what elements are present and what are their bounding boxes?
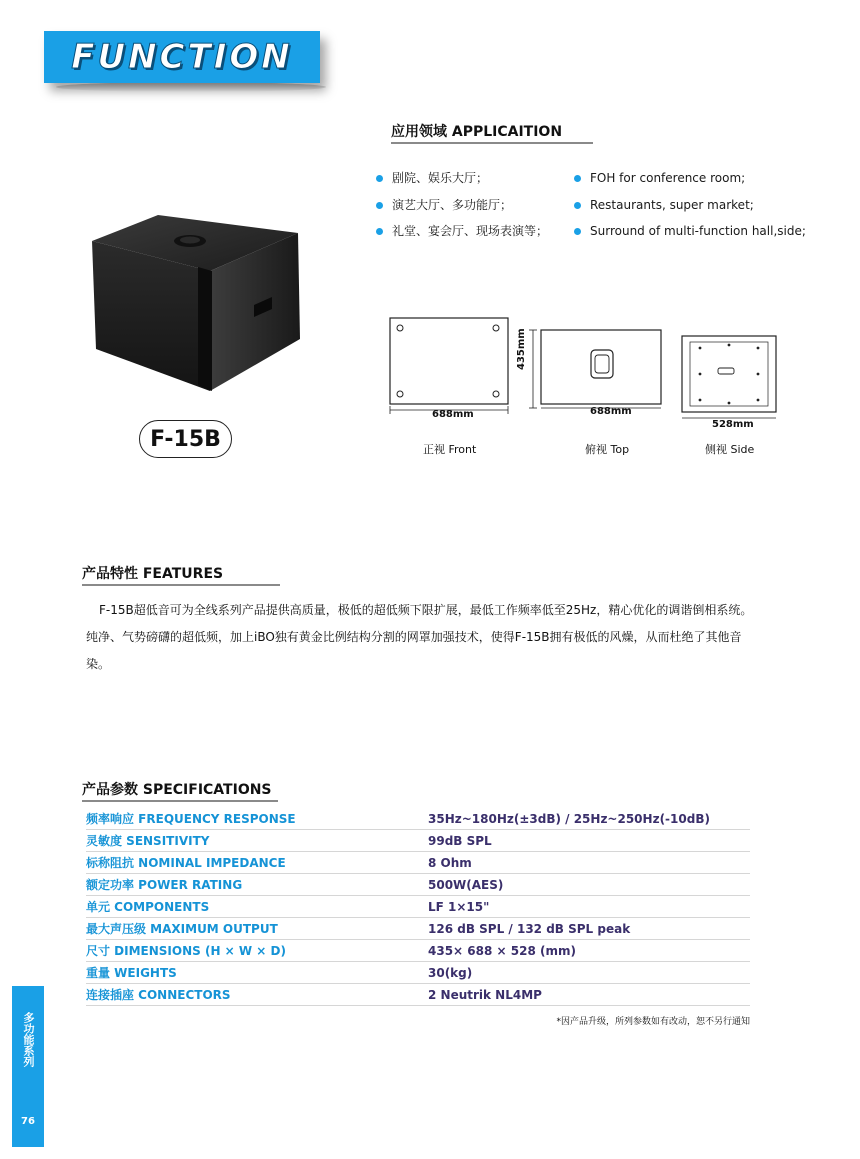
specifications-rule [82, 800, 278, 802]
side-width-label: 528mm [712, 419, 754, 430]
spec-name: 频率响应 FREQUENCY RESPONSE [86, 812, 296, 826]
features-text: F-15B超低音可为全线系列产品提供高质量，极低的超低频下限扩展，最低工作频率低至25Hz，精心优化的调谐倒相系统。纯净、气势磅礴的超低频，加上iBO独有黄金比例结构分割的网罩加强技术，使得F-15B拥有极低的风燥，从而杜绝了其他音染。 [86, 603, 753, 671]
spec-value: 99dB SPL [428, 833, 492, 848]
spec-value: 126 dB SPL / 132 dB SPL peak [428, 921, 631, 936]
spec-value: 435× 688 × 528 (mm) [428, 943, 576, 958]
top-height-label: 435mm [516, 328, 527, 370]
spec-value: 500W(AES) [428, 877, 504, 892]
spec-name: 灵敏度 SENSITIVITY [86, 834, 210, 848]
function-banner [44, 31, 320, 83]
spec-name: 最大声压级 MAXIMUM OUTPUT [86, 922, 278, 936]
top-view-label: 俯视 Top [585, 443, 630, 456]
top-drawing [527, 328, 667, 412]
table-row [86, 918, 750, 940]
model-label: F-15B [139, 420, 232, 458]
list-item: Restaurants, super market; [574, 198, 814, 225]
list-item: 礼堂、宴会厅、现场表演等； [376, 224, 566, 251]
spec-name: 标称阻抗 NOMINAL IMPEDANCE [86, 856, 286, 870]
spec-name: 重量 WEIGHTS [86, 966, 177, 980]
application-en-list [574, 171, 814, 251]
banner-title: FUNCTION [71, 37, 293, 77]
table-row [86, 852, 750, 874]
features-rule [82, 584, 280, 586]
specifications-heading: 产品参数 SPECIFICATIONS [82, 782, 272, 798]
side-view-label: 侧视 Side [705, 443, 755, 456]
front-view-label: 正视 Front [423, 443, 477, 456]
table-row [86, 962, 750, 984]
table-row [86, 984, 750, 1006]
table-row [86, 896, 750, 918]
table-row [86, 808, 750, 830]
side-drawing [680, 334, 780, 420]
specifications-table [86, 808, 750, 1006]
application-heading: 应用领域 APPLICAITION [391, 124, 563, 140]
spec-value: LF 1×15" [428, 899, 490, 914]
application-rule [391, 142, 593, 144]
spec-name: 尺寸 DIMENSIONS (H × W × D) [86, 944, 286, 958]
spec-value: 8 Ohm [428, 855, 472, 870]
application-cn-list [376, 171, 566, 251]
list-item: Surround of multi-function hall,side; [574, 224, 814, 251]
list-item: FOH for conference room; [574, 171, 814, 198]
side-tab [12, 986, 44, 1147]
front-width-label: 688mm [432, 409, 474, 420]
page-number: 76 [21, 1116, 35, 1127]
list-item: 演艺大厅、多功能厅； [376, 198, 566, 225]
side-tab-label: 多功能系列 [22, 1012, 35, 1067]
spec-name: 连接插座 CONNECTORS [86, 988, 231, 1002]
table-row [86, 940, 750, 962]
spec-value: 30(kg) [428, 965, 473, 980]
table-row [86, 874, 750, 896]
front-drawing [388, 316, 510, 416]
features-heading: 产品特性 FEATURES [82, 566, 224, 582]
spec-value: 2 Neutrik NL4MP [428, 987, 542, 1002]
spec-note: *因产品升级，所列参数如有改动，恕不另行通知 [556, 1017, 750, 1027]
spec-name: 额定功率 POWER RATING [86, 878, 243, 892]
list-item: 剧院、娱乐大厅； [376, 171, 566, 198]
spec-name: 单元 COMPONENTS [86, 900, 210, 914]
speaker-image [86, 213, 311, 393]
top-width-label: 688mm [590, 406, 632, 417]
spec-value: 35Hz~180Hz(±3dB) / 25Hz~250Hz(-10dB) [428, 811, 710, 826]
table-row [86, 830, 750, 852]
banner-shadow [56, 82, 326, 92]
